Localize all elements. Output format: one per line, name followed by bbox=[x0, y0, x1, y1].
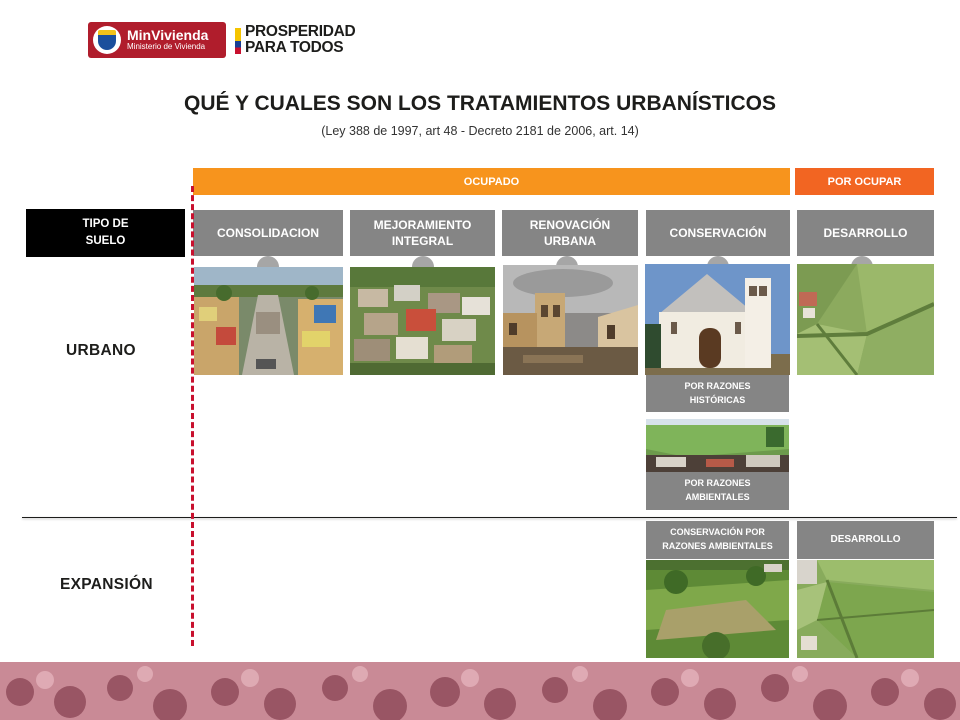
cons-amb-line1: CONSERVACIÓN POR bbox=[670, 527, 765, 538]
tipo-de-suelo-label bbox=[26, 209, 185, 257]
desarrollo-label: DESARROLLO bbox=[823, 225, 908, 240]
desarrollo-header bbox=[797, 210, 934, 256]
historicas-line2: HISTÓRICAS bbox=[689, 394, 746, 405]
consolidacion-header bbox=[193, 210, 343, 256]
mejoramiento-photo bbox=[350, 267, 495, 375]
colombia-seal-icon bbox=[93, 26, 121, 54]
ambientales-line1: POR RAZONES bbox=[684, 478, 751, 489]
tipo-line1: TIPO DE bbox=[82, 218, 129, 231]
mejoramiento-header bbox=[350, 210, 495, 256]
conservacion-ambientales-photo bbox=[646, 419, 789, 472]
desarrollo-urbano-photo bbox=[797, 264, 934, 375]
caption-historicas bbox=[646, 375, 789, 412]
mejoramiento-line1: MEJORAMIENTO bbox=[373, 217, 472, 232]
prosperidad-line2: PARA TODOS bbox=[245, 39, 344, 57]
renovacion-line2: URBANA bbox=[543, 234, 596, 248]
logo-main-text: MinVivienda bbox=[127, 26, 209, 43]
colombia-flag-icon bbox=[235, 28, 241, 54]
desarrollo-expansion-photo bbox=[797, 560, 934, 658]
consolidacion-photo bbox=[194, 267, 343, 375]
conservacion-header bbox=[646, 210, 790, 256]
renovacion-header bbox=[502, 210, 638, 256]
desarrollo-exp-label: DESARROLLO bbox=[830, 534, 901, 546]
ocupado-header: OCUPADO bbox=[193, 168, 790, 195]
historicas-line1: POR RAZONES bbox=[684, 380, 751, 391]
caption-ambientales bbox=[646, 472, 789, 510]
por-ocupar-header: POR OCUPAR bbox=[795, 168, 934, 195]
conservacion-label: CONSERVACIÓN bbox=[669, 225, 767, 240]
prosperidad-logo bbox=[245, 24, 355, 57]
page-subtitle: (Ley 388 de 1997, art 48 - Decreto 2181 de 2006, art. 14) bbox=[321, 124, 639, 138]
row-label-urbano: URBANO bbox=[66, 342, 136, 359]
logo-sub-text: Ministerio de Vivienda bbox=[127, 42, 206, 52]
ambientales-line2: AMBIENTALES bbox=[685, 492, 750, 502]
renovacion-line1: RENOVACIÓN bbox=[529, 217, 611, 232]
urban-boundary-line bbox=[191, 186, 194, 646]
minvivienda-logo bbox=[88, 22, 226, 58]
cons-amb-line2: RAZONES AMBIENTALES bbox=[662, 541, 773, 551]
row-divider bbox=[22, 517, 957, 518]
prosperidad-line1: PROSPERIDAD bbox=[245, 23, 356, 40]
mejoramiento-line2: INTEGRAL bbox=[391, 234, 454, 248]
conservacion-expansion-photo bbox=[646, 560, 789, 658]
row-label-expansion: EXPANSIÓN bbox=[60, 576, 153, 593]
caption-conservacion-ambientales bbox=[646, 521, 789, 559]
conservacion-historicas-photo bbox=[645, 264, 790, 375]
footer-crowd-banner bbox=[0, 662, 960, 720]
renovacion-photo bbox=[503, 265, 638, 375]
caption-desarrollo-expansion bbox=[797, 521, 934, 559]
tipo-line2: SUELO bbox=[85, 235, 126, 247]
consolidacion-label: CONSOLIDACION bbox=[217, 225, 319, 240]
page-title: QUÉ Y CUALES SON LOS TRATAMIENTOS URBANÍSTICOS bbox=[184, 92, 776, 115]
